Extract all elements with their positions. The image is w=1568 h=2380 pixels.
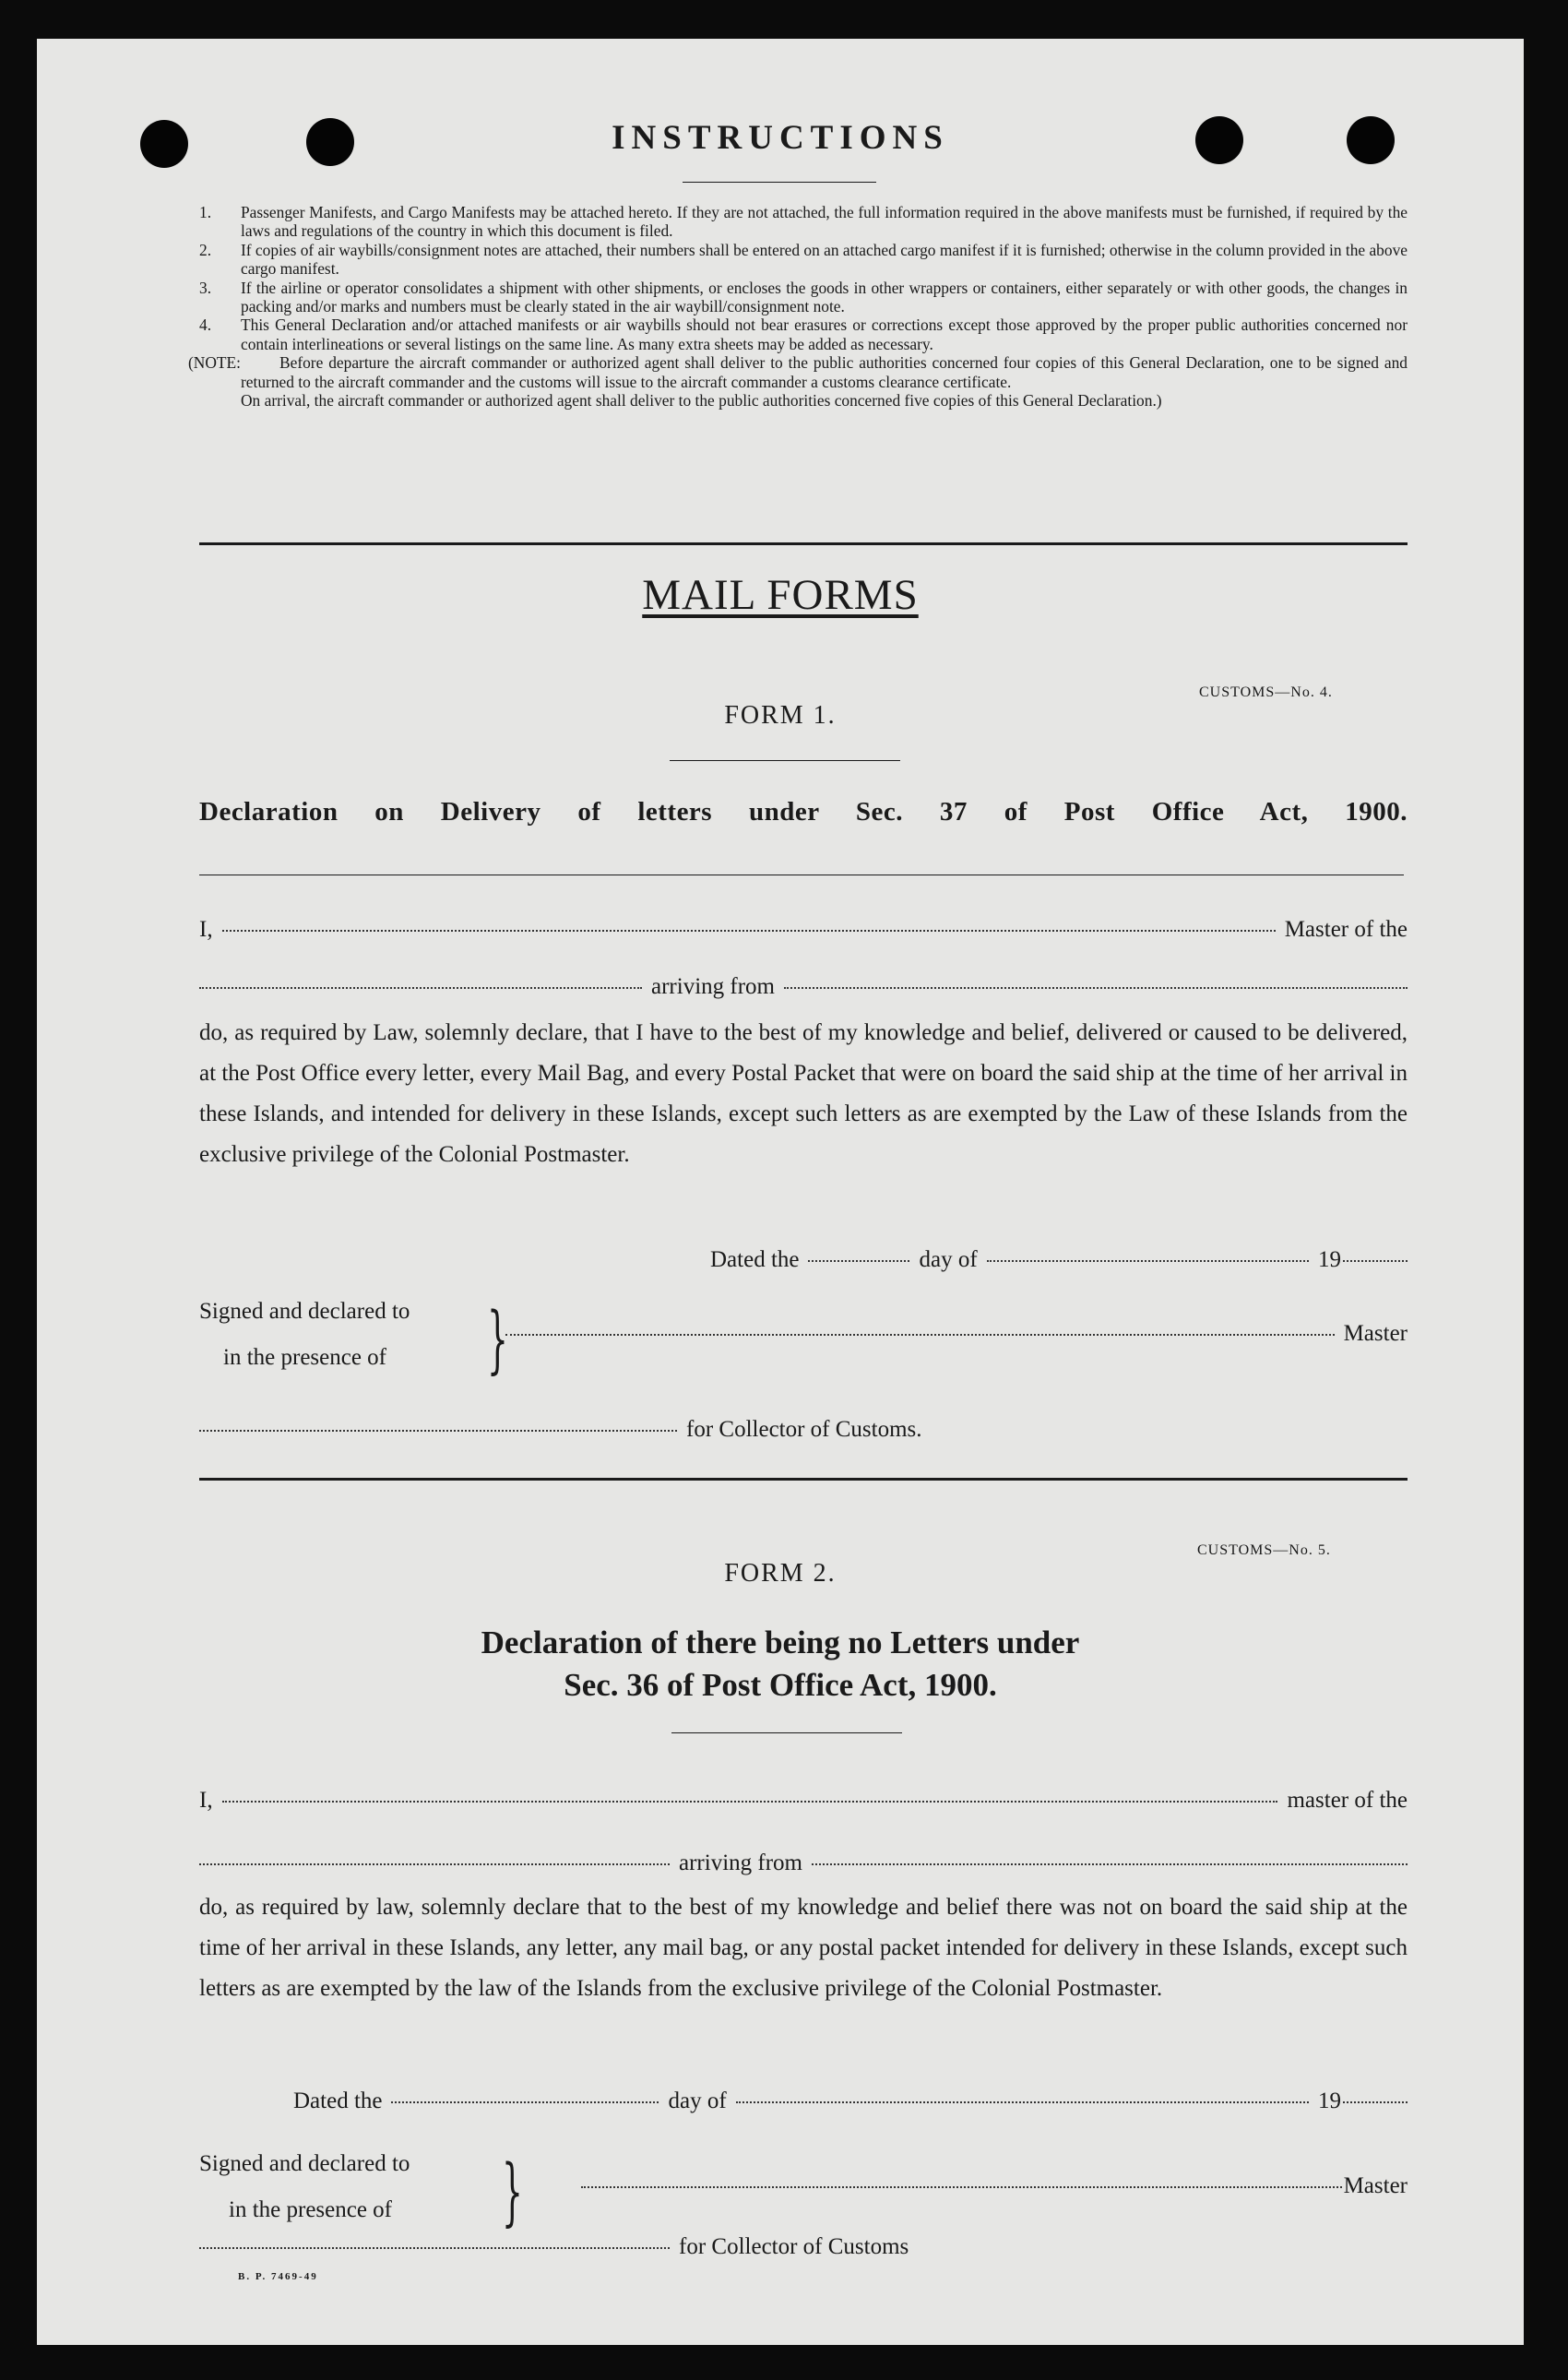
form2-ship-field[interactable] (199, 1863, 670, 1865)
form1-customs-number: CUSTOMS—No. 4. (1199, 684, 1333, 700)
form2-master-signature-field[interactable] (581, 2186, 1342, 2188)
form2-collector-label: for Collector of Customs (679, 2234, 909, 2259)
form2-brace: } (501, 2148, 523, 2234)
note-text-2: On arrival, the aircraft commander or authorized agent shall deliver to the public authorities concerned five copies of this General Declaration.) (241, 391, 1162, 411)
form1-signed-line-2: in the presence of (223, 1345, 387, 1370)
form2-label: FORM 2. (724, 1559, 837, 1588)
instruction-item (199, 279, 1408, 316)
form1-year-label: 19 (1318, 1247, 1341, 1272)
form1-day-of-label: day of (919, 1247, 978, 1272)
form2-arriving-line (199, 1850, 1408, 1876)
instruction-note (188, 353, 1408, 391)
form2-month-field[interactable] (736, 2101, 1309, 2103)
instruction-number: 1. (199, 203, 212, 221)
form1-master-signature-line (505, 1321, 1408, 1347)
form2-declaration-line-1: Declaration of there being no Letters under (481, 1624, 1080, 1660)
punch-hole-left-1 (140, 120, 188, 168)
form1-master-of-label: Master of the (1284, 917, 1408, 942)
form2-declaration-rule (671, 1732, 902, 1733)
form2-master-label: Master (1343, 2173, 1408, 2198)
form2-signed-line-2: in the presence of (229, 2197, 393, 2222)
form2-declaration-line-2: Sec. 36 of Post Office Act, 1900. (564, 1667, 997, 1703)
instruction-item (199, 203, 1408, 241)
instructions-list (188, 203, 1408, 411)
instruction-text: If the airline or operator consolidates a shipment with other shipments, or encloses the goods in other wrappers or containers, either separately or with other goods, the changes in packing and/or marks and numbers must be clearly stated in the air waybill/consignment note. (241, 278, 1408, 316)
instruction-item (199, 315, 1408, 353)
form2-dated-label: Dated the (293, 2088, 383, 2113)
instruction-text: Passenger Manifests, and Cargo Manifests may be attached hereto. If they are not attached, the full information required in the above manifests must be furnished, if required by the laws and regulations of the country in which this document is filed. (241, 203, 1408, 241)
mail-forms-title: MAIL FORMS (642, 571, 919, 619)
form1-collector-label: for Collector of Customs. (686, 1417, 922, 1442)
form1-name-field[interactable] (222, 930, 1276, 932)
form1-master-line (199, 917, 1408, 943)
form1-declaration-title: Declaration on Delivery of letters under Sec. 37 of Post Office Act, 1900. (199, 797, 1408, 827)
instruction-item (199, 241, 1408, 279)
punch-hole-right-1 (1195, 116, 1243, 164)
form2-year-label: 19 (1318, 2088, 1341, 2113)
form2-body: do, as required by law, solemnly declare that to the best of my knowledge and belief there was not on board the said ship at the time of her arrival in these Islands, any letter, any mail bag, or any postal packet intended for delivery in these Islands, except such letters as are exempted by the law of the Islands from the exclusive privilege of the Colonial Postmaster. (199, 1895, 1408, 2001)
instruction-text: If copies of air waybills/consignment notes are attached, their numbers shall be entered on an attached cargo manifest if it is furnished; otherwise in the column provided in the above cargo manifest. (241, 240, 1408, 279)
instructions-heading: INSTRUCTIONS (612, 119, 949, 157)
section-divider (199, 542, 1408, 545)
form1-label: FORM 1. (724, 701, 837, 730)
form1-arriving-line (199, 974, 1408, 1000)
form1-body: do, as required by Law, solemnly declare, that I have to the best of my knowledge and belief, delivered or caused to be delivered, at the Post Office every letter, every Mail Bag, and every Postal Packet that were on board the said ship at the time of her arrival in these Islands, and intended for delivery in these Islands, except such letters as are exempted by the Law of these Islands from the exclusive privilege of the Colonial Postmaster. (199, 1020, 1408, 1167)
instruction-number: 3. (199, 278, 212, 297)
form2-master-signature-line (581, 2173, 1408, 2199)
form1-signed-line-1: Signed and declared to (199, 1299, 410, 1324)
form2-declaration-title (291, 1622, 1269, 1707)
note-lead: (NOTE: (188, 353, 241, 373)
punch-hole-right-2 (1347, 116, 1395, 164)
punch-hole-left-2 (306, 118, 354, 166)
form-sheet (37, 39, 1524, 2345)
instruction-text: This General Declaration and/or attached manifests or air waybills should not bear erasures or corrections except those approved by the proper public authorities concerned nor contain interlineations or several listings on the same line. As many extra sheets may be added as necessary. (241, 315, 1408, 353)
form1-brace: } (486, 1296, 508, 1382)
form2-day-field[interactable] (391, 2101, 659, 2103)
instructions-heading-rule (683, 182, 876, 183)
form2-year-field[interactable] (1343, 2101, 1408, 2103)
note-text-1: Before departure the aircraft commander or authorized agent shall deliver to the public authorities concerned four copies of this General Declaration, one to be signed and returned to the aircraft commander and the customs will issue to the aircraft commander a customs clearance certificate. (241, 353, 1408, 391)
form1-day-field[interactable] (808, 1260, 909, 1262)
form1-year-field[interactable] (1343, 1260, 1408, 1262)
section-divider (199, 1478, 1408, 1481)
form2-master-line (199, 1788, 1408, 1814)
form1-ship-field[interactable] (199, 987, 642, 989)
form2-origin-field[interactable] (812, 1863, 1408, 1865)
form1-dated-line (710, 1247, 1408, 1273)
form1-origin-field[interactable] (784, 987, 1408, 989)
instruction-number: 4. (199, 315, 212, 335)
form2-master-of-label: master of the (1287, 1788, 1408, 1813)
form1-i-label: I, (199, 917, 213, 942)
form2-signed-line-1: Signed and declared to (199, 2151, 410, 2176)
form2-customs-number: CUSTOMS—No. 5. (1197, 1542, 1331, 1558)
form1-dated-label: Dated the (710, 1247, 800, 1272)
printer-code: B. P. 7469-49 (238, 2271, 318, 2282)
form1-label-rule (670, 760, 900, 761)
form1-arriving-label: arriving from (651, 974, 775, 999)
form1-master-label: Master (1343, 1321, 1408, 1346)
form1-master-signature-field[interactable] (505, 1334, 1335, 1336)
form2-name-field[interactable] (222, 1801, 1278, 1803)
form2-collector-field[interactable] (199, 2247, 670, 2249)
form2-day-of-label: day of (668, 2088, 727, 2113)
form2-dated-line (293, 2088, 1408, 2114)
form1-month-field[interactable] (987, 1260, 1309, 1262)
form2-collector-line (199, 2234, 1122, 2260)
form1-collector-field[interactable] (199, 1430, 677, 1432)
instruction-number: 2. (199, 240, 212, 259)
form2-arriving-label: arriving from (679, 1850, 802, 1875)
form2-i-label: I, (199, 1788, 213, 1813)
instruction-note (199, 391, 1408, 410)
form1-collector-line (199, 1417, 1029, 1443)
